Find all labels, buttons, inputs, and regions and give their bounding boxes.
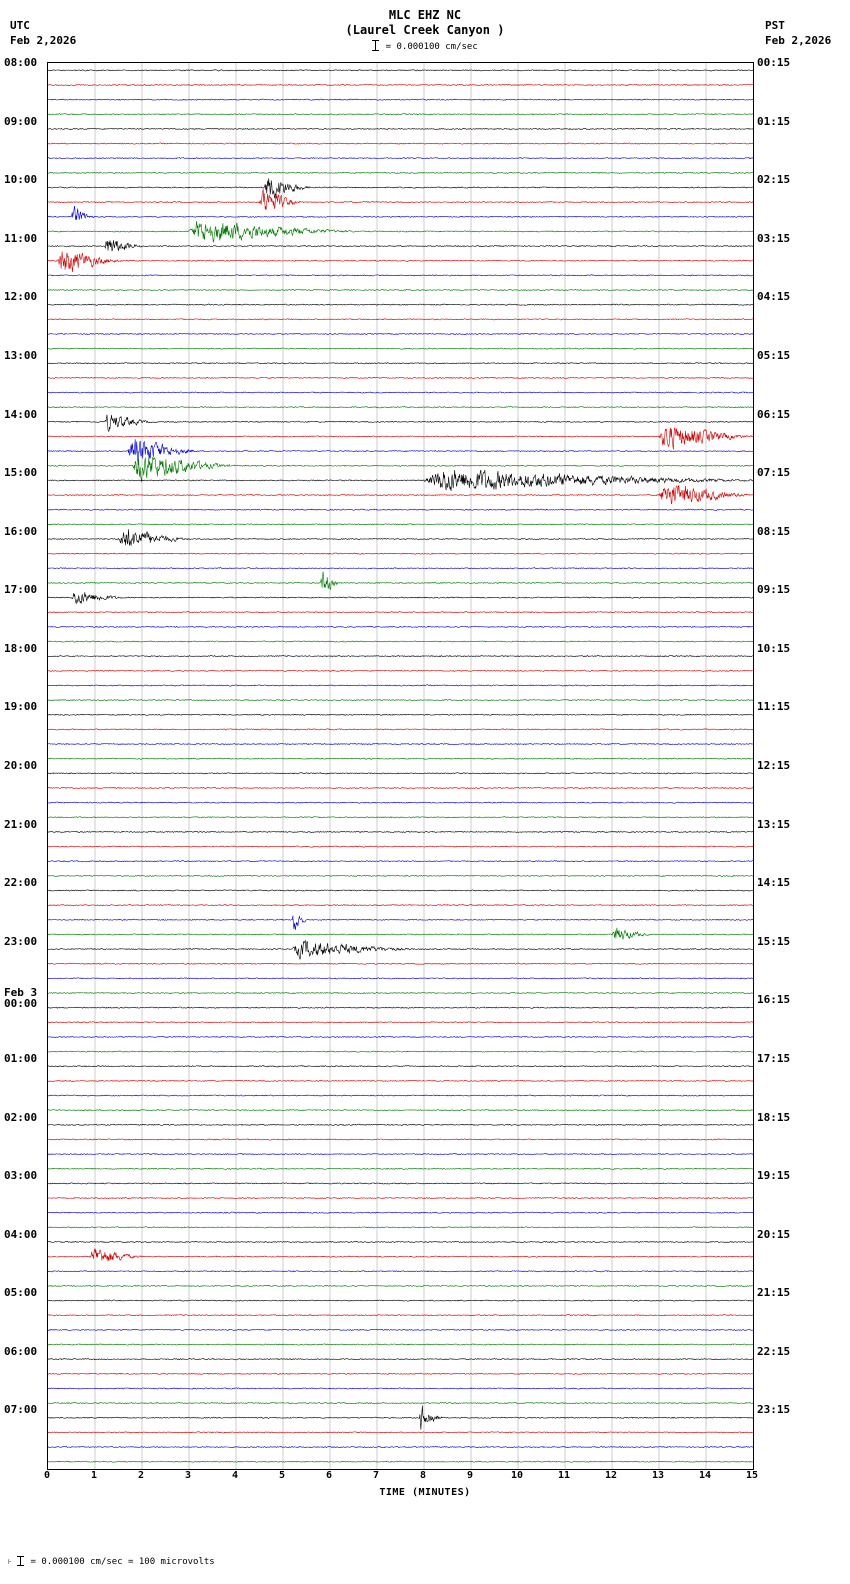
right-time-label: 14:15 xyxy=(757,876,791,890)
left-time-label: 23:00 xyxy=(4,934,38,948)
left-time-label: 07:00 xyxy=(4,1403,38,1417)
seismogram-trace xyxy=(48,656,753,657)
right-time-label: 06:15 xyxy=(757,407,791,421)
left-time-label: 08:00 xyxy=(4,56,38,69)
footer-prefix: ⊦ xyxy=(8,1558,12,1566)
seismogram-trace xyxy=(48,240,753,251)
x-axis-ticks xyxy=(0,1470,850,1484)
x-tick-label: 6 xyxy=(325,1470,333,1481)
utc-date: Feb 2,2026 xyxy=(10,34,77,47)
seismogram-trace xyxy=(48,1168,753,1170)
left-time-label: 06:00 xyxy=(4,1344,38,1358)
seismogram-trace xyxy=(48,916,753,930)
right-time-label: 22:15 xyxy=(757,1344,791,1358)
seismogram-trace xyxy=(48,428,753,450)
x-tick-label: 0 xyxy=(43,1470,51,1481)
seismogram-trace xyxy=(48,275,753,276)
right-time-axis xyxy=(757,56,847,1468)
seismogram-trace xyxy=(48,70,753,71)
right-time-label: 21:15 xyxy=(757,1286,791,1300)
seismogram-trace xyxy=(48,787,753,788)
seismogram-trace xyxy=(48,831,753,832)
seismogram-trace xyxy=(48,84,753,85)
left-time-label: 15:00 xyxy=(4,466,38,480)
x-tick-label: 13 xyxy=(651,1470,665,1481)
seismogram-trace xyxy=(48,289,753,290)
seismogram-trace xyxy=(48,978,753,979)
seismogram-trace xyxy=(48,189,753,210)
seismogram-plot xyxy=(47,62,754,1470)
seismogram-trace xyxy=(48,1344,753,1345)
scale-bar-icon xyxy=(372,40,380,51)
seismogram-trace xyxy=(48,221,753,242)
seismogram-trace xyxy=(48,612,753,613)
scale-note xyxy=(0,40,850,52)
seismogram-trace xyxy=(48,172,753,173)
left-time-label: 21:00 xyxy=(4,817,38,831)
seismogram-trace xyxy=(48,1154,753,1155)
seismogram-trace xyxy=(48,206,753,220)
seismogram-trace xyxy=(48,377,753,378)
seismogram-trace xyxy=(48,1271,753,1272)
seismogram-trace xyxy=(48,1461,753,1462)
seismogram-trace xyxy=(48,1124,753,1125)
x-tick-label: 2 xyxy=(137,1470,145,1481)
seismogram-trace xyxy=(48,1446,753,1448)
left-time-label: 09:00 xyxy=(4,114,38,128)
right-time-label: 05:15 xyxy=(757,348,791,362)
seismogram-trace xyxy=(48,963,753,964)
x-tick-label: 1 xyxy=(90,1470,98,1481)
right-time-label: 01:15 xyxy=(757,114,791,128)
right-time-label: 20:15 xyxy=(757,1227,791,1241)
seismogram-trace xyxy=(48,415,753,432)
seismogram-trace xyxy=(48,714,753,715)
seismogram-trace xyxy=(48,1402,753,1403)
seismogram-trace xyxy=(48,572,753,590)
x-tick-label: 3 xyxy=(184,1470,192,1481)
left-time-label: 22:00 xyxy=(4,876,38,890)
seismogram-trace xyxy=(48,743,753,744)
seismogram-trace xyxy=(48,1183,753,1184)
footer-text: = 0.000100 cm/sec = 100 microvolts xyxy=(30,1557,215,1567)
seismogram-trace xyxy=(48,699,753,700)
seismogram-trace xyxy=(48,1051,753,1052)
left-time-label: 18:00 xyxy=(4,641,38,655)
seismogram-trace xyxy=(48,1432,753,1433)
right-time-label: 04:15 xyxy=(757,290,791,304)
seismogram-trace xyxy=(48,457,753,482)
seismogram-trace xyxy=(48,861,753,862)
seismogram-trace xyxy=(48,1373,753,1374)
seismogram-trace xyxy=(48,158,753,159)
seismogram-trace xyxy=(48,1139,753,1140)
seismogram-trace xyxy=(48,439,753,465)
seismogram-trace xyxy=(48,333,753,334)
seismogram-trace xyxy=(48,524,753,525)
seismogram-trace xyxy=(48,1285,753,1286)
right-time-label: 17:15 xyxy=(757,1051,791,1065)
seismogram-trace xyxy=(48,470,753,491)
seismogram-trace xyxy=(48,143,753,144)
seismogram-trace xyxy=(48,407,753,408)
x-tick-label: 8 xyxy=(419,1470,427,1481)
seismogram-trace xyxy=(48,1080,753,1081)
left-time-label: 03:00 xyxy=(4,1169,38,1183)
seismogram-trace xyxy=(48,553,753,554)
x-tick-label: 12 xyxy=(604,1470,618,1481)
seismogram-trace xyxy=(48,1406,753,1430)
seismogram-trace xyxy=(48,1095,753,1096)
seismogram-trace xyxy=(48,1197,753,1198)
station-title: MLC EHZ NC xyxy=(388,8,462,22)
x-tick-label: 14 xyxy=(698,1470,712,1481)
right-time-label: 07:15 xyxy=(757,466,791,480)
seismogram-trace xyxy=(48,348,753,349)
seismogram-trace xyxy=(48,1066,753,1067)
left-time-label: 10:00 xyxy=(4,173,38,187)
right-time-label: 15:15 xyxy=(757,934,791,948)
pst-label: PST xyxy=(765,19,785,32)
seismogram-trace xyxy=(48,114,753,115)
right-time-label: 12:15 xyxy=(757,759,791,772)
seismogram-trace xyxy=(48,592,753,604)
x-tick-label: 11 xyxy=(557,1470,571,1481)
seismogram-trace xyxy=(48,817,753,818)
seismogram-trace xyxy=(48,529,753,545)
seismogram-trace xyxy=(48,178,753,198)
seismogram-trace xyxy=(48,1110,753,1111)
seismogram-trace xyxy=(48,1329,753,1330)
seismogram-canvas xyxy=(48,63,753,1469)
seismogram-trace xyxy=(48,626,753,627)
right-time-label: 11:15 xyxy=(757,700,791,714)
x-tick-label: 10 xyxy=(510,1470,524,1481)
left-time-label: 20:00 xyxy=(4,759,38,772)
seismogram-trace xyxy=(48,729,753,730)
seismogram-trace xyxy=(48,1300,753,1301)
left-time-axis xyxy=(4,56,48,1468)
seismogram-trace xyxy=(48,773,753,774)
seismogram-trace xyxy=(48,890,753,891)
right-time-label: 02:15 xyxy=(757,173,791,187)
header-center xyxy=(0,8,850,38)
seismogram-trace xyxy=(48,992,753,993)
seismogram-trace xyxy=(48,1022,753,1023)
x-tick-label: 5 xyxy=(278,1470,286,1481)
station-location: (Laurel Creek Canyon ) xyxy=(345,23,505,37)
right-time-label: 08:15 xyxy=(757,524,791,538)
x-tick-label: 15 xyxy=(745,1470,759,1481)
seismogram-trace xyxy=(48,99,753,100)
right-time-label: 18:15 xyxy=(757,1110,791,1124)
seismogram-trace xyxy=(48,1359,753,1360)
seismogram-trace xyxy=(48,941,753,960)
left-time-label: 14:00 xyxy=(4,407,38,421)
seismogram-trace xyxy=(48,1036,753,1037)
right-time-label: 00:15 xyxy=(757,56,791,69)
seismogram-trace xyxy=(48,1388,753,1389)
seismogram-trace xyxy=(48,1227,753,1229)
x-tick-label: 9 xyxy=(466,1470,474,1481)
seismogram-trace xyxy=(48,485,753,504)
right-time-label: 23:15 xyxy=(757,1403,791,1417)
x-tick-label: 7 xyxy=(372,1470,380,1481)
seismogram-trace xyxy=(48,363,753,364)
right-time-label: 16:15 xyxy=(757,993,791,1007)
seismogram-trace xyxy=(48,758,753,759)
seismogram-trace xyxy=(48,1241,753,1242)
left-time-label: 13:00 xyxy=(4,348,38,362)
left-time-label: 17:00 xyxy=(4,583,38,597)
left-time-label: 02:00 xyxy=(4,1110,38,1124)
footer-scale xyxy=(8,1556,215,1567)
right-time-label: 09:15 xyxy=(757,583,791,597)
left-time-label: 05:00 xyxy=(4,1286,38,1300)
seismogram-trace xyxy=(48,128,753,129)
seismogram-trace xyxy=(48,1248,753,1261)
x-axis-title: TIME (MINUTES) xyxy=(379,1487,471,1498)
right-time-label: 10:15 xyxy=(757,641,791,655)
left-time-label: 12:00 xyxy=(4,290,38,304)
left-time-label: 11:00 xyxy=(4,231,38,245)
seismogram-trace xyxy=(48,509,753,510)
scale-note-text: = 0.000100 cm/sec xyxy=(385,42,478,52)
right-time-label: 13:15 xyxy=(757,817,791,831)
right-time-label: 03:15 xyxy=(757,231,791,245)
left-time-label: 01:00 xyxy=(4,1051,38,1065)
seismogram-trace xyxy=(48,685,753,687)
seismogram-trace xyxy=(48,304,753,305)
pst-date: Feb 2,2026 xyxy=(765,34,832,47)
seismogram-trace xyxy=(48,670,753,671)
x-tick-label: 4 xyxy=(231,1470,239,1481)
seismogram-trace xyxy=(48,319,753,320)
seismogram-trace xyxy=(48,1315,753,1316)
left-time-label: 19:00 xyxy=(4,700,38,714)
left-time-label: 16:00 xyxy=(4,524,38,538)
seismogram-trace xyxy=(48,392,753,393)
seismogram-trace xyxy=(48,802,753,803)
seismogram-trace xyxy=(48,641,753,642)
seismogram-trace xyxy=(48,904,753,906)
seismogram-trace xyxy=(48,875,753,876)
right-time-label: 19:15 xyxy=(757,1169,791,1183)
left-time-label: 04:00 xyxy=(4,1227,38,1241)
seismogram-trace xyxy=(48,568,753,569)
seismogram-trace xyxy=(48,1007,753,1009)
seismogram-trace xyxy=(48,928,753,939)
seismogram-trace xyxy=(48,1212,753,1213)
seismogram-trace xyxy=(48,846,753,847)
left-time-label: Feb 3 00:00 xyxy=(4,986,38,1011)
footer-scale-bar-icon xyxy=(17,1556,25,1566)
utc-label: UTC xyxy=(10,19,30,32)
seismogram-trace xyxy=(48,252,753,272)
